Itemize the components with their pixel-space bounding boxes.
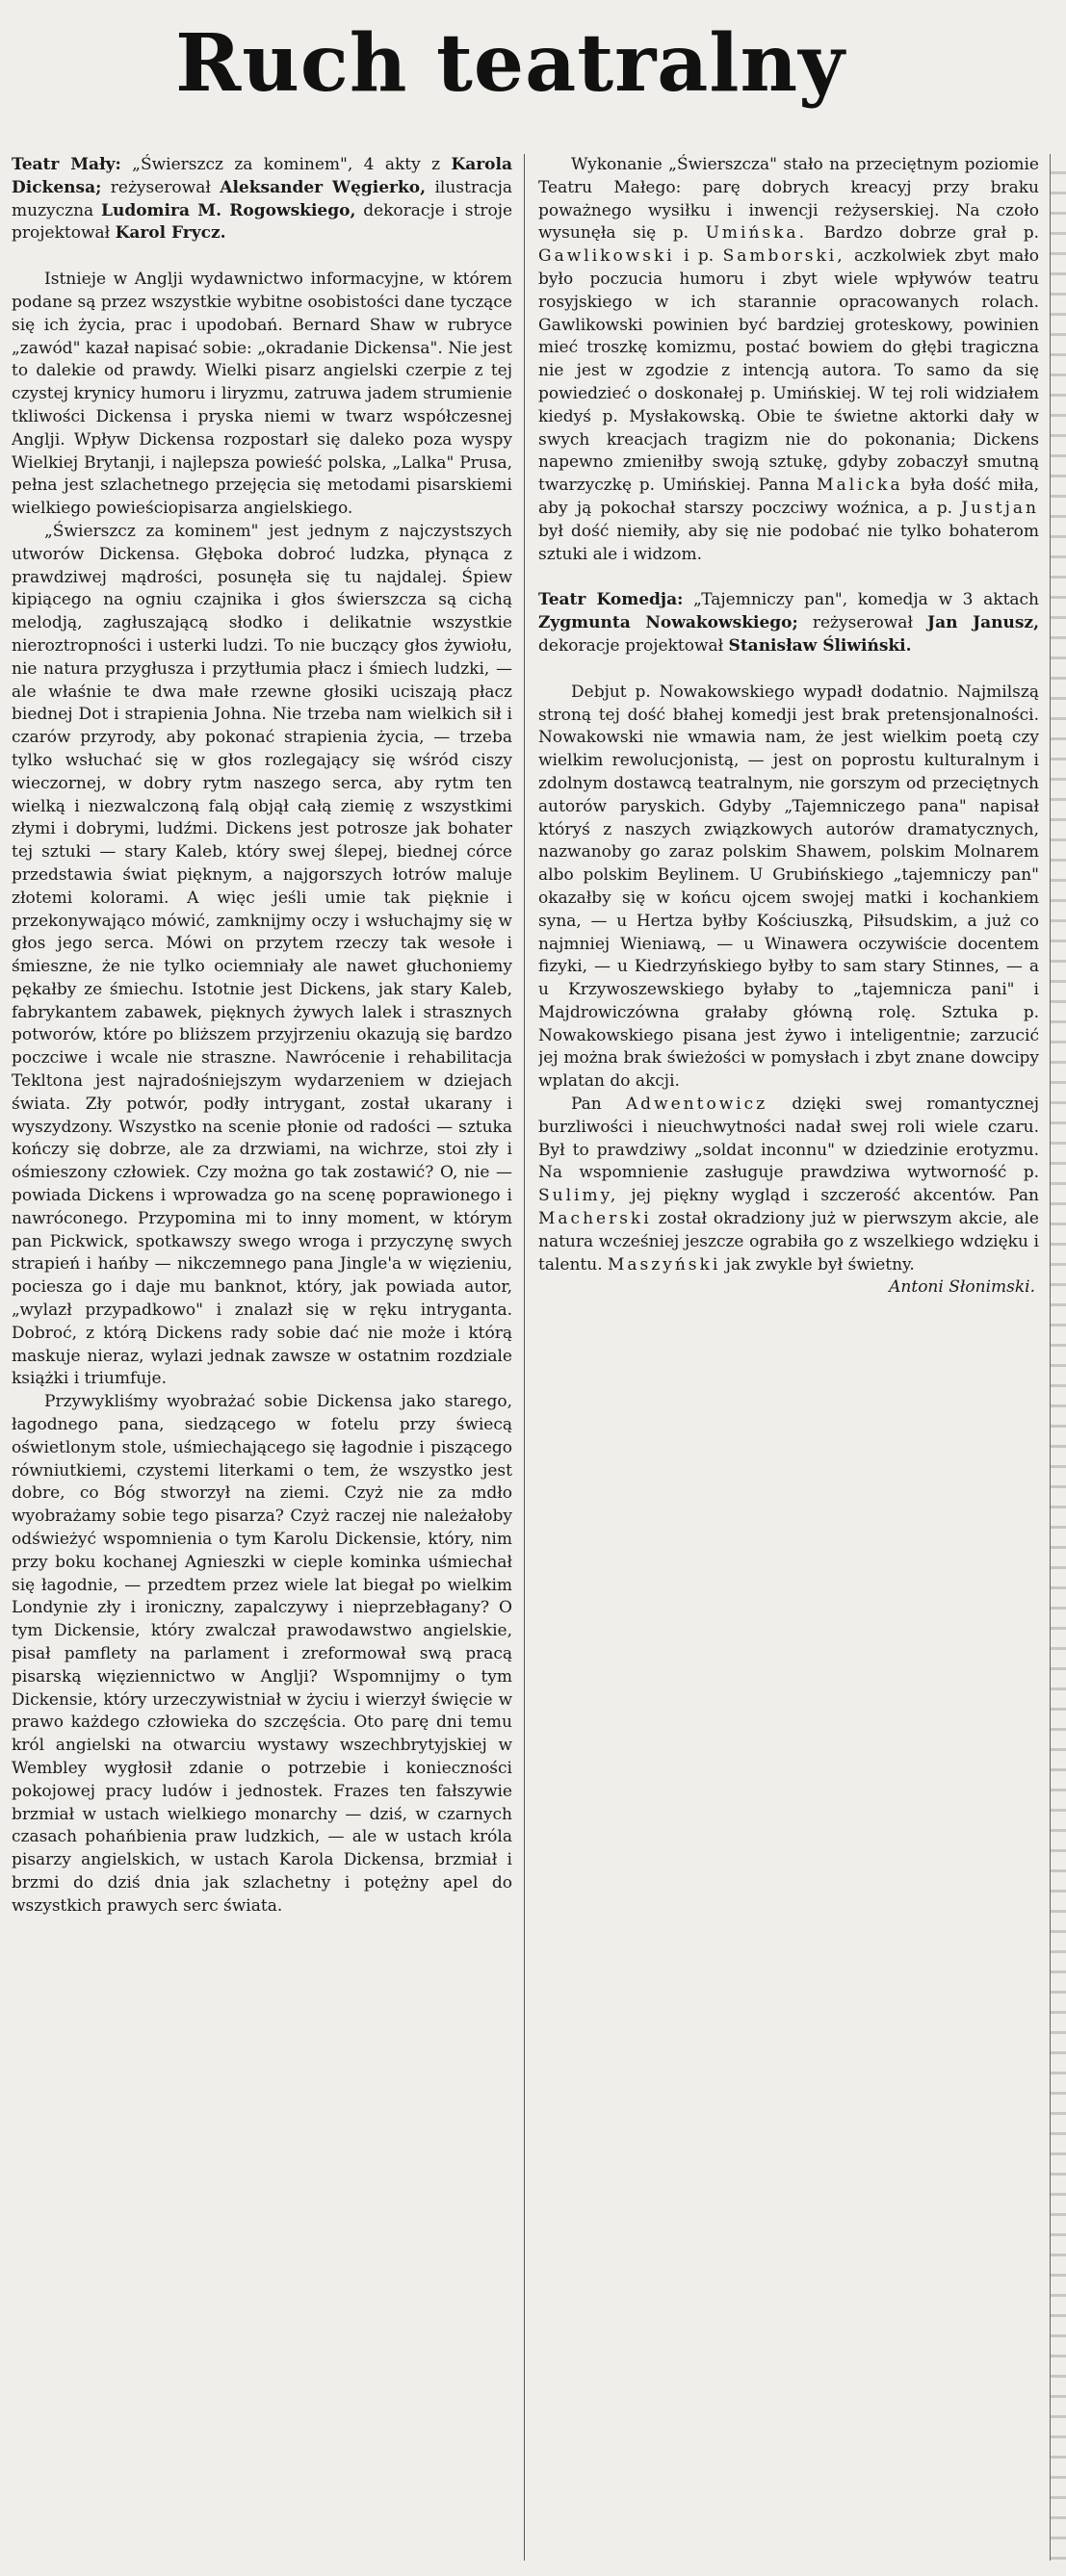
theatre-name: Teatr Komedja: (538, 590, 684, 610)
author-name: Karola Dickensa; (12, 155, 512, 197)
actor-name: Samborski, (722, 246, 845, 267)
actor-name: Macherski (538, 1209, 652, 1229)
actor-name: Malicka (817, 476, 903, 496)
theatre-name: Teatr Mały: (12, 155, 121, 174)
paragraph: „Świerszcz za kominem" jest jednym z najczystszych utworów Dickensa. Głęboka dobroć ludzka, płynąca z prawdziwej mądrości, posunęła się tu najdalej. Śpiew kipiącego na ogniu czajnika i głos świerszcza są cichą melodją, zagłuszającą słodko i delikatnie wszystkie nieroztropności i usterki ludzi. To nie buczący głos żywiołu, nie natura przygłusza i przytłumia płacz i śmiech ludzki, — ale właśnie te dwa małe rzewne głosiki uciszają płacz biednej Dot i strapienia Johna. Nie trzeba nam wielkich sił i czarów przyrody, aby pokonać strapienia życia, — trzeba tylko wsłuchać się w głos rozlegający się wśród ciszy wieczornej, w dobry rytm naszego serca, aby rytm ten wielką i niezwalczoną falą objął całą ziemię z wszystkimi złymi i dobrymi, ludźmi. Dickens jest potrosze jak bohater tej sztuki — stary Kaleb, który swej ślepej, biednej córce przedstawia świat pięknym, a najgorszych łotrów maluje złotemi kolorami. A więc jeśli umie tak pięknie i przekonywająco mówić, zamknijmy oczy i wsłuchajmy się w głos jego serca. Mówi on przytem rzeczy tak wesołe i śmieszne, że nie tylko ociemniały ale nawet głuchoniemy pękałby ze śmiechu. Istotnie jest Dickens, jak stary Kaleb, fabrykantem zabawek, pięknych żywych lalek i strasznych potworów, które po bliższem przyjrzeniu okazują się bardzo poczciwe i wcale nie straszne. Nawrócenie i rehabilitacja Tekltona jest najradośniejszym wydarzeniem w dziejach świata. Zły potwór, podły intrygant, został ukarany i wyszydzony. Wszystko na scenie płonie od radości — sztuka kończy się dobrze, ale za drzwiami, na wichrze, stoi zły i ośmieszony człowiek. Czy można go tak zostawić? O, nie — powiada Dickens i wprowadza go na scenę poprawionego i nawróconego. Przypomina mi to inny moment, w którym pan Pickwick, spotkawszy swego wroga i przyczynę swych strapień i hańby — nikczemnego pana Jingle'a w więzieniu, pociesza go i daje mu banknot, który, jak powiada autor, „wylazł przypadkowo" i znalazł się w ręku intryganta. Dobroć, z którą Dickens rady sobie dać nie może i którą maskuje nieraz, wylazi jednak zawsze w ostatnim rozdziale książki i triumfuje. (12, 521, 512, 1389)
paragraph: Debjut p. Nowakowskiego wypadł dodatnio. Najmilszą stroną tej dość błahej komedji jest brak pretensjonalności. Nowakowski nie wmawia nam, że jest wielkim poetą czy wielkim rewolucjonistą, — jest on poprostu kulturalnym i zdolnym dostawcą teatralnym, nie gorszym od przeciętnych autorów paryskich. Gdyby „Tajemniczego pana" napisał któryś z naszych związkowych autorów dramatycznych, nazwanoby go zaraz polskim Shawem, polskim Molnarem albo polskim Beylinem. U Grubińskiego „tajemniczy pan" okazałby się w końcu ojcem swojej matki i kochankiem syna, — u Hertza byłby Kościuszką, Piłsudskim, a już co najmniej Wieniawą, — u Winawera oczywiście docentem fizyki, — u Kiedrzyńskiego byłby to sam stary Stinnes, — a u Krzywoszewskiego byłaby to „tajemnicza pani" i Majdrowiczówna grałaby główną rolę. Sztuka p. Nowakowskiego pisana jest żywo i inteligentnie; zarzucić jej można brak świeżości w pomysłach i zbyt znane dowcipy wplatan do akcji. (538, 682, 1039, 1092)
review-komedja-header: Teatr Komedja: „Tajemniczy pan", komedja w 3 aktach Zygmunta Nowakowskiego; reżyserował Jan Janusz, dekoracje projektował Stanisław Śliwiński. (538, 590, 1039, 656)
article-title: Ruch teatralny (175, 17, 845, 110)
column-left (12, 154, 512, 2561)
author-name: Zygmunta Nowakowskiego; (538, 613, 798, 633)
column-right (538, 154, 1039, 2561)
designer-name: Stanisław Śliwiński. (728, 635, 912, 656)
designer-name: Karol Frycz. (115, 223, 226, 244)
actor-name: Justjan (961, 498, 1039, 518)
column-divider (524, 154, 525, 2561)
review-mały-header: Teatr Mały: „Świerszcz za kominem", 4 akty z Karola Dickensa; reżyserował Aleksander Węgierko, ilustracja muzyczna Ludomira M. Rogowskiego, dekoracje i stroje projektował Karol Frycz. (12, 155, 512, 244)
director-name: Aleksander Węgierko, (220, 177, 427, 197)
composer-name: Ludomira M. Rogowskiego, (101, 200, 356, 220)
cast-paragraph: Pan Adwentowicz dzięki swej romantycznej burzliwości i nieuchwytności nadał swej roli wiele czaru. Był to prawdziwy „soldat inconnu" w dziedzinie erotyzmu. Na wspomnienie zasługuje prawdziwa wytworność p. Sulimy, jej piękny wygląd i szczerość akcentów. Pan Macherski został okradziony już w pierwszym akcie, ale natura wcześniej jeszcze ograbiła go z wszelkiego wdzięku i talentu. Maszyński jak zwykle był świetny. (538, 1095, 1039, 1275)
paragraph-continued: Przywykliśmy wyobrażać sobie Dickensa jako starego, łagodnego pana, siedzącego w fotelu przy świecą oświetlonym stole, uśmiechającego się łagodnie i piszącego równiutkiemi, czystemi literkami o tem, że wszystko jest dobre, co Bóg stworzył na ziemi. Czyż nie za mdło wyobrażamy sobie tego pisarza? Czyż raczej nie należałoby odświeżyć wspomnienia o tym Karolu Dickensie, który, nim przy boku kochanej Agnieszki w cieple kominka uśmiechał się łagodnie, — przedtem przez wiele lat biegał po wielkim Londynie zły i ironiczny, zapalczywy i nieprzebłagany? O tym Dickensie, który zwalczał prawodawstwo angielskie, pisał pamflety na parlament i zreformował swą pracą pisarską więziennictwo w Anglji? Wspomnijmy o tym Dickensie, który urzeczywistniał w życiu i wierzył święcie w prawo każdego człowieka do szczęścia. Oto parę dni temu król angielski na otwarciu wystawy wszechbrytyjskiej w Wembley wygłosił zdanie o potrzebie i konieczności pokojowej pracy ludów i jednostek. Frazes ten fałszywie brzmiał w ustach wielkiego monarchy — dziś, w czarnych czasach pohańbienia praw ludzkich, — ale w ustach króla pisarzy angielskich, w ustach Karola Dickensa, brzmiał i brzmi do dziś dnia jak szlachetny i potężny apel do wszystkich prawych serc świata. (12, 1392, 512, 1916)
adjacent-column-edge (1050, 154, 1066, 2561)
actor-name: Sulimy, (538, 1186, 619, 1206)
actor-name: Gawlikowski (538, 246, 675, 267)
performance-paragraph: Wykonanie „Świerszcza" stało na przeciętnym poziomie Teatru Małego: parę dobrych kreacyj przy braku poważnego wysiłku i inwencji reżyserskiej. Na czoło wysunęła się p. Umińska. Bardzo dobrze grał p. Gawlikowski i p. Samborski, aczkolwiek zbyt mało było poczucia humoru i zbyt wiele wpływów teatru rosyjskiego w ich starannie opracowanych rolach. Gawlikowski powinien być bardziej groteskowy, powinien mieć troszkę komizmu, postać bowiem do głębi tragiczna nie jest w zgodzie z intencją autora. To samo da się powiedzieć o doskonałej p. Umińskiej. W tej roli widziałem kiedyś p. Mysłakowską. Obie te świetne aktorki dały w swych kreacjach tragizm nie do pokonania; Dickens napewno zmieniłby swoją sztukę, gdyby zobaczył smutną twarzyczkę p. Umińskiej. Panna Malicka była dość miła, aby ją pokochał starszy poczciwy woźnica, a p. Justjan był dość niemiły, aby się nie podobać nie tylko bohaterom sztuki ale i widzom. (538, 155, 1039, 564)
author-signature: Antoni Słonimski. (889, 1277, 1035, 1298)
director-name: Jan Janusz, (927, 613, 1039, 633)
paragraph: Istnieje w Anglji wydawnictwo informacyjne, w którem podane są przez wszystkie wybitne osobistości dane tyczące się ich życia, prac i upodobań. Bernard Shaw w rubryce „zawód" kazał napisać sobie: „okradanie Dickensa". Nie jest to dalekie od prawdy. Wielki pisarz angielski czerpie z tej czystej krynicy humoru i liryzmu, zatruwa jadem strumienie tkliwości Dickensa i pryska niemi w twarz współczesnej Anglji. Wpływ Dickensa rozpostarł się daleko poza wyspy Wielkiej Brytanji, i najlepsza powieść polska, „Lalka" Prusa, pełna jest szlachetnego przejęcia się metodami pisarskiemi wielkiego powieściopisarza angielskiego. (12, 270, 512, 519)
actor-name: Adwentowicz (625, 1095, 768, 1115)
actor-name: Maszyński (608, 1254, 721, 1275)
actor-name: Umińska. (705, 223, 807, 244)
